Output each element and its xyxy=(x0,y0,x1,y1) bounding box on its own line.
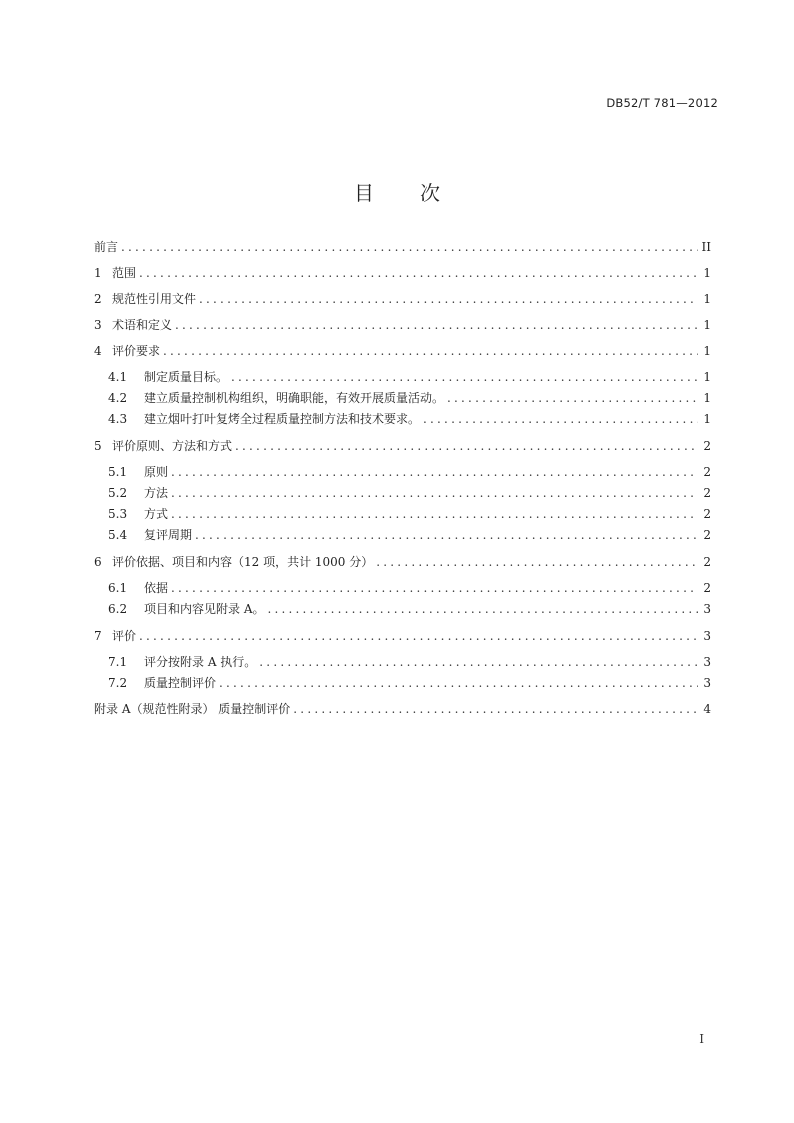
title-char-2: 次 xyxy=(420,181,440,205)
toc-label: 前言 xyxy=(94,240,119,254)
toc-entry-4-1[interactable] xyxy=(94,367,711,387)
toc-label: 评价 xyxy=(112,629,137,643)
toc-label: 原则 xyxy=(144,465,169,479)
toc-entry-5-4[interactable] xyxy=(94,525,711,545)
toc-entry-6-1[interactable] xyxy=(94,578,711,598)
toc-leader-dots xyxy=(139,626,698,646)
toc-number: 5.3 xyxy=(108,507,128,521)
toc-entry-foreword[interactable] xyxy=(94,237,711,257)
toc-leader-dots xyxy=(195,525,698,545)
toc-label: 评价依据、项目和内容（12 项，共计 1000 分） xyxy=(112,555,374,569)
toc-leader-dots xyxy=(219,673,698,693)
toc-label: 建立烟叶打叶复烤全过程质量控制方法和技术要求。 xyxy=(144,412,421,426)
toc-label: 建立质量控制机构组织，明确职能，有效开展质量活动。 xyxy=(144,391,445,405)
toc-entry-7[interactable] xyxy=(94,626,711,646)
toc-page-number: II xyxy=(701,240,711,254)
toc-number: 1 xyxy=(94,266,102,280)
toc-leader-dots xyxy=(259,652,698,672)
toc-leader-dots xyxy=(267,599,698,619)
toc-leader-dots xyxy=(447,388,698,408)
footer-page-number: I xyxy=(699,1032,704,1046)
toc-entry-4[interactable] xyxy=(94,341,711,361)
toc-number: 5 xyxy=(94,439,102,453)
toc-page-number: 1 xyxy=(703,266,711,280)
toc-label: 质量控制评价 xyxy=(144,676,217,690)
toc-leader-dots xyxy=(171,483,698,503)
toc-leader-dots xyxy=(171,462,698,482)
toc-leader-dots xyxy=(235,436,698,456)
toc-number: 4 xyxy=(94,344,102,358)
toc-page-number: 1 xyxy=(703,370,711,384)
toc-entry-2[interactable] xyxy=(94,289,711,309)
toc-page-number: 1 xyxy=(703,391,711,405)
toc-entry-annex-a[interactable] xyxy=(94,699,711,719)
toc-label: 评分按附录 A 执行。 xyxy=(144,655,257,669)
toc-page-number: 1 xyxy=(703,344,711,358)
toc-label: 依据 xyxy=(144,581,169,595)
toc-entry-3[interactable] xyxy=(94,315,711,335)
toc-number: 6 xyxy=(94,555,102,569)
toc-number: 5.2 xyxy=(108,486,128,500)
toc-number: 5.1 xyxy=(108,465,128,479)
toc-leader-dots xyxy=(376,552,698,572)
toc-entry-6-2[interactable] xyxy=(94,599,711,619)
toc-page-number: 3 xyxy=(703,676,711,690)
toc-leader-dots xyxy=(199,289,698,309)
toc-number: 7.2 xyxy=(108,676,128,690)
toc-number: 7 xyxy=(94,629,102,643)
toc-label: 项目和内容见附录 A。 xyxy=(144,602,265,616)
toc-number: 6.2 xyxy=(108,602,128,616)
toc-entry-4-2[interactable] xyxy=(94,388,711,408)
toc-label: 范围 xyxy=(112,266,137,280)
toc-label: 术语和定义 xyxy=(112,318,173,332)
toc-leader-dots xyxy=(139,263,698,283)
toc-number: 4.3 xyxy=(108,412,128,426)
page-title xyxy=(0,177,794,206)
toc-number: 4.1 xyxy=(108,370,128,384)
toc-page-number: 3 xyxy=(703,602,711,616)
toc-number: 5.4 xyxy=(108,528,128,542)
toc-entry-5-2[interactable] xyxy=(94,483,711,503)
toc-entry-1[interactable] xyxy=(94,263,711,283)
toc-entry-5[interactable] xyxy=(94,436,711,456)
toc-page-number: 3 xyxy=(703,629,711,643)
toc-label: 评价要求 xyxy=(112,344,161,358)
toc-number: 6.1 xyxy=(108,581,128,595)
toc-label: 方式 xyxy=(144,507,169,521)
toc-entry-7-1[interactable] xyxy=(94,652,711,672)
toc-page-number: 2 xyxy=(703,507,711,521)
toc-leader-dots xyxy=(423,409,698,429)
toc-label: 附录 A（规范性附录） 质量控制评价 xyxy=(94,702,291,716)
toc-leader-dots xyxy=(231,367,698,387)
toc-label: 评价原则、方法和方式 xyxy=(112,439,233,453)
title-char-1: 目 xyxy=(354,181,374,205)
toc-leader-dots xyxy=(175,315,698,335)
toc-page-number: 2 xyxy=(703,528,711,542)
toc-entry-5-1[interactable] xyxy=(94,462,711,482)
toc-number: 7.1 xyxy=(108,655,128,669)
toc-label: 方法 xyxy=(144,486,169,500)
toc-page-number: 1 xyxy=(703,412,711,426)
toc-leader-dots xyxy=(163,341,698,361)
toc-number: 3 xyxy=(94,318,102,332)
toc-entry-7-2[interactable] xyxy=(94,673,711,693)
toc-page-number: 2 xyxy=(703,439,711,453)
toc-entry-4-3[interactable] xyxy=(94,409,711,429)
toc-leader-dots xyxy=(171,578,698,598)
toc-label: 复评周期 xyxy=(144,528,193,542)
toc-leader-dots xyxy=(121,237,698,257)
toc-number: 2 xyxy=(94,292,102,306)
toc-number: 4.2 xyxy=(108,391,128,405)
toc-page-number: 4 xyxy=(703,702,711,716)
toc-page-number: 2 xyxy=(703,465,711,479)
toc-page-number: 1 xyxy=(703,318,711,332)
toc-label: 制定质量目标。 xyxy=(144,370,229,384)
toc-page-number: 2 xyxy=(703,486,711,500)
toc-page-number: 2 xyxy=(703,581,711,595)
toc-page-number: 1 xyxy=(703,292,711,306)
toc-page-number: 3 xyxy=(703,655,711,669)
document-code: DB52/T 781—2012 xyxy=(606,96,718,110)
toc-leader-dots xyxy=(293,699,698,719)
toc-page-number: 2 xyxy=(703,555,711,569)
toc-entry-5-3[interactable] xyxy=(94,504,711,524)
toc-leader-dots xyxy=(171,504,698,524)
toc-entry-6[interactable] xyxy=(94,552,711,572)
toc-label: 规范性引用文件 xyxy=(112,292,197,306)
